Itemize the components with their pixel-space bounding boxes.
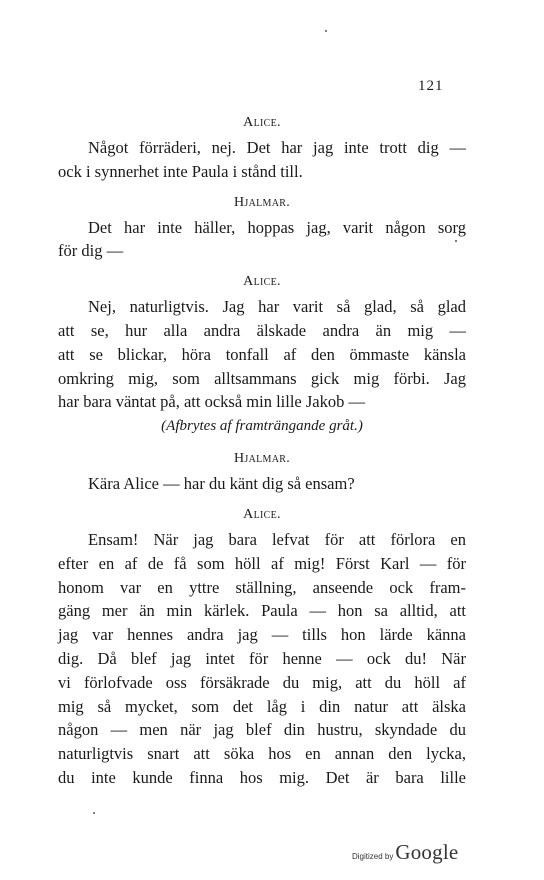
scan-speck xyxy=(455,240,457,242)
dialogue-line: har bara väntat på, att också min lille Jakob — xyxy=(58,392,365,412)
dialogue-line: omkring mig, som alltsammans gick mig förbi. Jag xyxy=(58,368,466,388)
dialogue-line: honom var en yttre ställning, anseende ock fram- xyxy=(58,577,466,597)
play-text xyxy=(58,110,466,790)
speaker-heading-hjalmar: Hjalmar. xyxy=(233,194,290,210)
dialogue-line: dig. Då blef jag intet för henne — ock du! När xyxy=(58,648,466,668)
dialogue-line: någon — men när jag blef din hustru, skyndade du xyxy=(58,720,466,740)
speaker-heading-alice: Alice. xyxy=(243,274,281,290)
dialogue-line: Det har inte häller, hoppas jag, varit någon sorg xyxy=(88,217,466,237)
dialogue-line: naturligtvis snart att söka hos en annan den lycka, xyxy=(58,744,466,764)
dialogue-line: gäng mer än min kärlek. Paula — hon sa alltid, att xyxy=(58,601,466,621)
dialogue-line: Något förräderi, nej. Det har jag inte trott dig — xyxy=(88,138,466,157)
dialogue-line: du inte kunde finna hos mig. Det är bara lille xyxy=(58,767,466,787)
stage-direction: (Afbrytes af framträngande gråt.) xyxy=(161,418,363,435)
dialogue-line: Nej, naturligtvis. Jag har varit så glad, så glad xyxy=(88,297,466,317)
page-number: 121 xyxy=(418,78,444,94)
digitized-by-google-watermark xyxy=(352,840,458,865)
dialogue-line: vi förlofvade oss försäkrade du mig, att du höll af xyxy=(58,672,466,692)
dialogue-line: jag var hennes andra jag — tills hon lärde känna xyxy=(58,625,466,645)
speaker-heading-hjalmar: Hjalmar. xyxy=(233,451,290,467)
dialogue-line: Ensam! När jag bara lefvat för att förlora en xyxy=(88,529,466,549)
speaker-heading-alice: Alice. xyxy=(243,506,281,522)
speaker-heading-alice: Alice. xyxy=(243,115,281,130)
dialogue-line: efter en af de få som höll af mig! Först Karl — för xyxy=(58,553,466,573)
dialogue-line: ock i synnerhet inte Paula i stånd till. xyxy=(58,161,303,181)
dialogue-line: att se, hur alla andra älskade andra än mig — xyxy=(58,320,466,340)
dialogue-line: Kära Alice — har du känt dig så ensam? xyxy=(88,474,355,494)
scan-speck xyxy=(93,812,95,814)
google-logo: Google xyxy=(395,840,459,864)
watermark-digitized-by: Digitized by xyxy=(352,852,394,861)
dialogue-line: för dig — xyxy=(58,241,124,261)
scan-speck xyxy=(325,30,327,32)
dialogue-line: mig så mycket, som det låg i din natur att älska xyxy=(58,696,466,716)
dialogue-line: att se blickar, höra tonfall af den ömmaste känsla xyxy=(58,344,466,364)
